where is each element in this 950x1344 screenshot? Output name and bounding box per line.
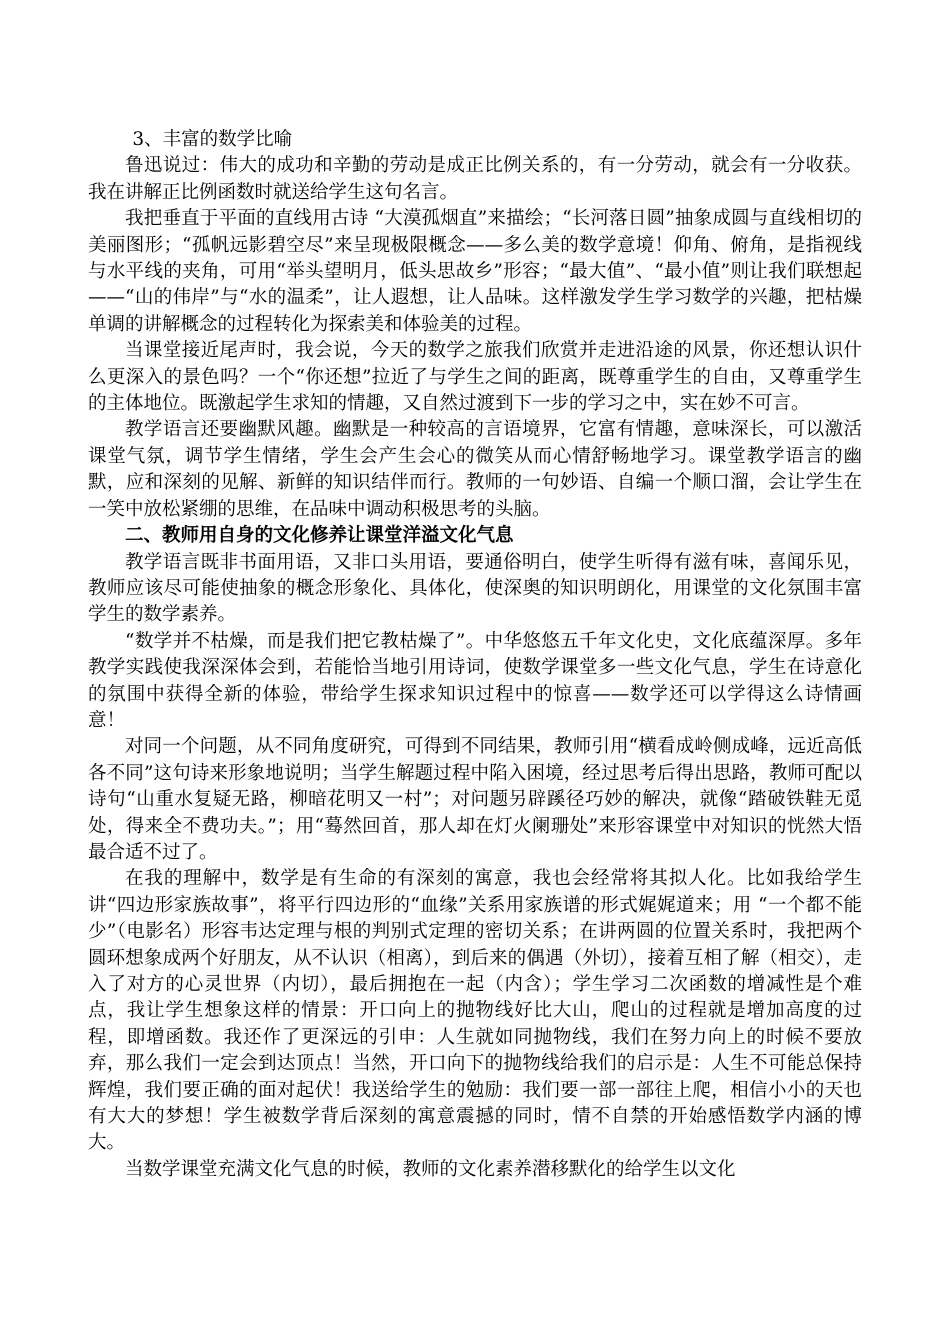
paragraph: 当课堂接近尾声时，我会说，今天的数学之旅我们欣赏并走进沿途的风景，你还想认识什么更深入的景色吗？一个“你还想”拉近了与学生之间的距离，既尊重学生的自由，又尊重学生的主体地位。既激起学生求知的情趣，又自然过渡到下一步的学习之中，实在妙不可言。 bbox=[88, 340, 862, 415]
paragraph: 教学语言既非书面用语，又非口头用语，要通俗明白，使学生听得有滋有味，喜闻乐见，教师应该尽可能使抽象的概念形象化、具体化，使深奥的知识明朗化，用课堂的文化氛围丰富学生的数学素养。 bbox=[88, 551, 862, 626]
document-page bbox=[88, 127, 862, 1183]
paragraph: 我把垂直于平面的直线用古诗 “大漠孤烟直”来描绘；“长河落日圆”抽象成圆与直线相切的美丽图形；“孤帆远影碧空尽”来呈现极限概念——多么美的数学意境！仰角、俯角，是指视线与水平线的夹角，可用“举头望明月，低头思故乡”形容；“最大值”、“最小值”则让我们联想起——“山的伟岸”与“水的温柔”，让人遐想，让人品味。这样激发学生学习数学的兴趣，把枯燥单调的讲解概念的过程转化为探索美和体验美的过程。 bbox=[88, 208, 862, 335]
paragraph: 教学语言还要幽默风趣。幽默是一种较高的言语境界，它富有情趣，意味深长，可以激活课堂气氛，调节学生情绪，学生会产生会心的微笑从而心情舒畅地学习。课堂教学语言的幽默，应和深刻的见解、新鲜的知识结伴而行。教师的一句妙语、自编一个顺口溜，会让学生在一笑中放松紧绷的思维，在品味中调动积极思考的头脑。 bbox=[88, 419, 862, 520]
paragraph: 当数学课堂充满文化气息的时候，教师的文化素养潜移默化的给学生以文化 bbox=[125, 1158, 736, 1180]
paragraph: 鲁迅说过：伟大的成功和辛勤的劳动是成正比例关系的，有一分劳动，就会有一分收获。我在讲解正比例函数时就送给学生这句名言。 bbox=[88, 155, 862, 203]
section-heading-3: 3、丰富的数学比喻 bbox=[132, 129, 293, 150]
section-heading-2: 二、教师用自身的文化修养让课堂洋溢文化气息 bbox=[125, 525, 514, 547]
paragraph: 对同一个问题，从不同角度研究，可得到不同结果，教师引用“横看成岭侧成峰，远近高低各不同”这句诗来形象地说明；当学生解题过程中陷入困境，经过思考后得出思路，教师可配以诗句“山重水复疑无路，柳暗花明又一村”；对问题另辟蹊径巧妙的解决，就像“踏破铁鞋无觅处，得来全不费功夫。”；用“蓦然回首，那人却在灯火阑珊处”来形容课堂中对知识的恍然大悟最合适不过了。 bbox=[88, 736, 862, 863]
paragraph: “数学并不枯燥，而是我们把它教枯燥了”。中华悠悠五千年文化史，文化底蕴深厚。多年教学实践使我深深体会到，若能恰当地引用诗词，使数学课堂多一些文化气息，学生在诗意化的氛围中获得全新的体验，带给学生探求知识过程中的惊喜——数学还可以学得这么诗情画意！ bbox=[88, 630, 862, 731]
paragraph: 在我的理解中，数学是有生命的有深刻的寓意，我也会经常将其拟人化。比如我给学生讲“四边形家族故事”，将平行四边形的“血缘”关系用家族谱的形式娓娓道来；用 “一个都不能少”（电影名）形容韦达定理与根的判别式定理的密切关系；在讲两圆的位置关系时，我把两个圆环想象成两个好朋友，从不认识（相离），到后来的偶遇（外切），接着互相了解（相交），走入了对方的心灵世界（内切），最后拥抱在一起（内含）；学生学习二次函数的增减性是个难点，我让学生想象这样的情景：开口向上的抛物线好比大山，爬山的过程就是增加高度的过程，即增函数。我还作了更深远的引申：人生就如同抛物线，我们在努力向上的时候不要放弃，那么我们一定会到达顶点！当然，开口向下的抛物线给我们的启示是：人生不可能总保持辉煌，我们要正确的面对起伏！我送给学生的勉励：我们要一部一部往上爬，相信小小的天也有大大的梦想！学生被数学背后深刻的寓意震撼的同时，情不自禁的开始感悟数学内涵的博大。 bbox=[88, 868, 862, 1154]
